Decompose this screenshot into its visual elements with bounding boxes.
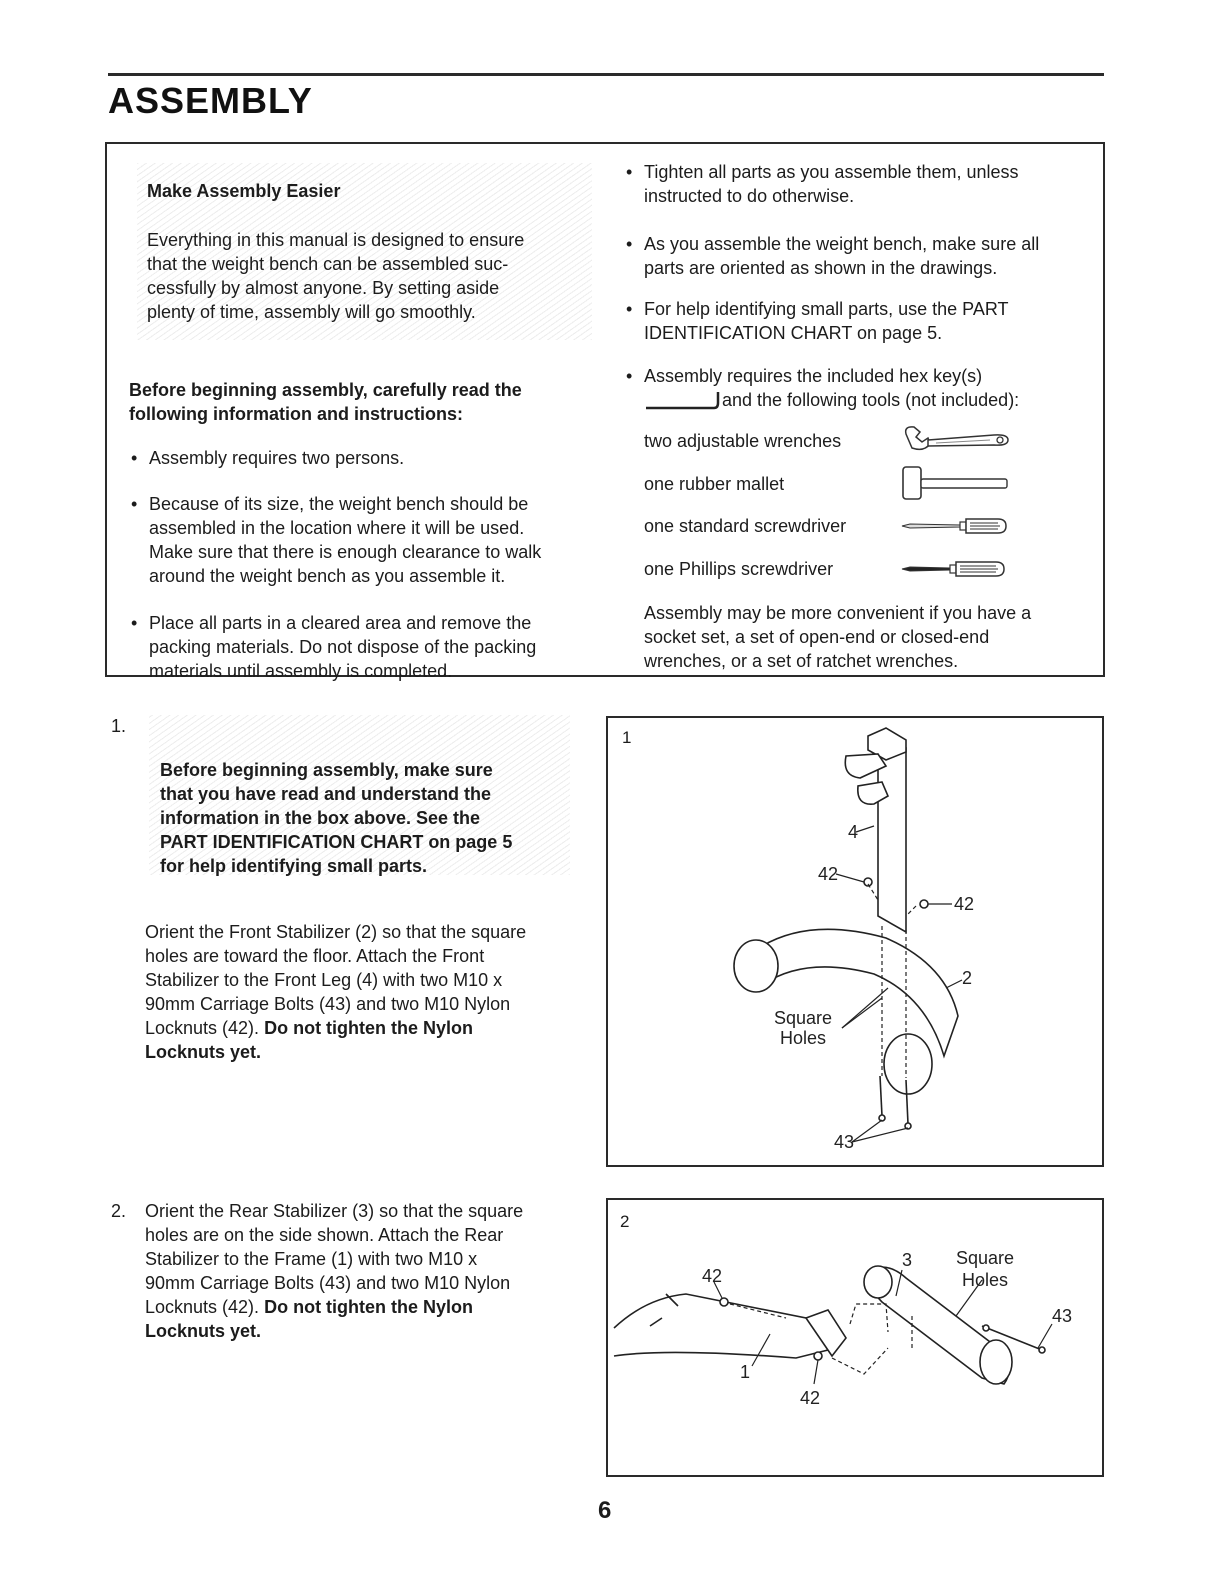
phillips-screwdriver-icon [900,557,1012,581]
figure-number: 1 [622,728,632,747]
instruction-line: Stabilizer to the Frame (1) with two M10 x [145,1249,478,1269]
bullet-line: around the weight bench as you assemble it. [149,566,506,586]
bullet-item [626,160,1094,208]
bullet-line: Make sure that there is enough clearance to walk [149,542,542,562]
before-beginning-heading [129,378,599,426]
bullet-item [626,232,1094,280]
instruction-line: 90mm Carriage Bolts (43) and two M10 Nylon [145,994,511,1014]
instruction-line: holes are on the side shown. Attach the Rear [145,1225,504,1245]
bullet-line: Tighten all parts as you assemble them, unless [644,162,1019,182]
bullet-dot: • [626,162,633,182]
hex-key-icon [644,390,720,412]
callout-line: information in the box above. See the [160,808,481,828]
bullet-line: Assembly requires two persons. [149,448,405,468]
warning-text: Locknuts yet. [145,1321,262,1341]
bullet-line: Because of its size, the weight bench should be [149,494,529,514]
bullet-line: and the following tools (not included): [722,390,1020,410]
callout-line: Before beginning assembly, make sure [160,760,493,780]
rubber-mallet-icon [900,464,1012,502]
page-number: 6 [598,1497,612,1524]
fig1-callout-square: Square [774,1008,833,1028]
easier-line: cessfully by almost anyone. By setting aside [147,278,500,298]
note-line: wrenches, or a set of ratchet wrenches. [644,651,959,671]
bullet-line: parts are oriented as shown in the drawings. [644,258,998,278]
fig1-callout-42-left: 42 [818,864,839,884]
bullet-line: assembled in the location where it will be used. [149,518,525,538]
warning-text: Do not tighten the Nylon [264,1018,474,1038]
bullet-dot: • [626,299,633,319]
bullet-dot: • [626,366,633,386]
fig2-callout-42-top: 42 [702,1266,723,1286]
instruction-line: Orient the Rear Stabilizer (3) so that the square [145,1201,524,1221]
figure-number: 2 [620,1212,630,1231]
standard-screwdriver-icon [900,514,1012,538]
instruction-line: Locknuts (42). [145,1018,260,1038]
bullet-line: IDENTIFICATION CHART on page 5. [644,323,943,343]
warning-text: Locknuts yet. [145,1042,262,1062]
callout-line: PART IDENTIFICATION CHART on page 5 [160,832,513,852]
heading-line: following information and instructions: [129,404,463,424]
instruction-line: Locknuts (42). [145,1297,260,1317]
bullet-dot: • [131,448,138,468]
bullet-line: materials until assembly is completed. [149,661,453,681]
fig2-callout-42-bottom: 42 [800,1388,821,1408]
fig2-callout-square: Square [956,1248,1015,1268]
tool-label: one standard screwdriver [644,516,847,536]
warning-text: Do not tighten the Nylon [264,1297,474,1317]
step-number: 2. [111,1201,127,1221]
figure-1-diagram [606,716,1104,1167]
fig2-callout-holes: Holes [962,1270,1009,1290]
fig2-callout-1: 1 [740,1362,751,1382]
callout-line: for help identifying small parts. [160,856,428,876]
bullet-item [131,492,599,588]
bullet-dot: • [131,494,138,514]
page-title: ASSEMBLY [108,80,313,121]
header-rule [108,73,1104,76]
bullet-dot: • [626,234,633,254]
fig1-callout-holes: Holes [780,1028,827,1048]
instruction-line: 90mm Carriage Bolts (43) and two M10 Nylon [145,1273,511,1293]
tool-label: two adjustable wrenches [644,431,842,451]
adjustable-wrench-icon [900,424,1012,456]
bullet-line: Assembly requires the included hex key(s) [644,366,983,386]
easier-line: Everything in this manual is designed to ensure [147,230,525,250]
heading-line: Before beginning assembly, carefully read the [129,380,522,400]
tool-label: one rubber mallet [644,474,785,494]
easier-line: that the weight bench can be assembled suc- [147,254,509,274]
step-1-callout [160,758,570,878]
fig1-callout-43: 43 [834,1132,855,1152]
figure-2-diagram [606,1198,1104,1477]
fig1-callout-42-right: 42 [954,894,975,914]
instruction-line: holes are toward the floor. Attach the Front [145,946,485,966]
bullet-item [626,297,1094,345]
convenience-note [644,601,1094,673]
bullet-line: packing materials. Do not dispose of the packing [149,637,537,657]
bullet-line: For help identifying small parts, use the PART [644,299,1009,319]
note-line: Assembly may be more convenient if you have a [644,603,1032,623]
instruction-line: Orient the Front Stabilizer (2) so that the square [145,922,527,942]
bullet-dot: • [131,613,138,633]
step-1-instructions [145,920,585,1064]
bullet-line: As you assemble the weight bench, make sure all [644,234,1040,254]
bullet-line: Place all parts in a cleared area and remove the [149,613,532,633]
make-assembly-easier-text [147,228,587,324]
bullet-line: instructed to do otherwise. [644,186,855,206]
fig2-callout-3: 3 [902,1250,913,1270]
callout-line: that you have read and understand the [160,784,492,804]
fig2-callout-43: 43 [1052,1306,1073,1326]
fig1-callout-4: 4 [848,822,859,842]
bullet-item [131,611,599,683]
instruction-line: Stabilizer to the Front Leg (4) with two M10 x [145,970,503,990]
step-2-instructions [145,1199,585,1343]
tool-label: one Phillips screwdriver [644,559,834,579]
step-number: 1. [111,716,127,736]
note-line: socket set, a set of open-end or closed-end [644,627,990,647]
make-assembly-easier-title: Make Assembly Easier [147,181,341,201]
bullet-item [131,446,599,470]
easier-line: plenty of time, assembly will go smoothly. [147,302,476,322]
fig1-callout-2: 2 [962,968,973,988]
